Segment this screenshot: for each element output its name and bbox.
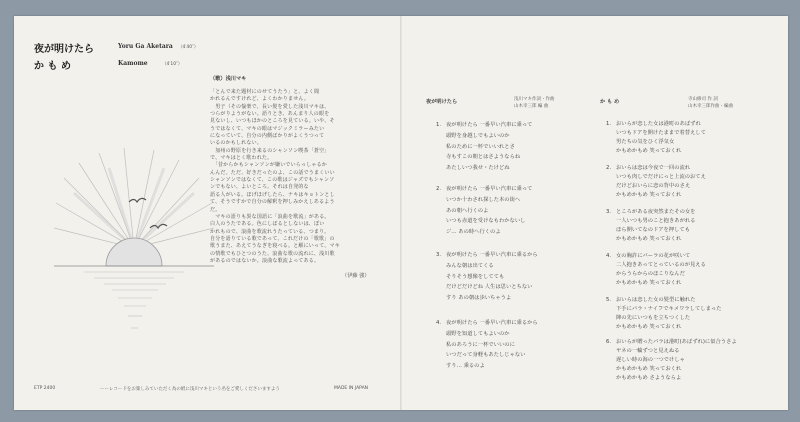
lyric-line: おいらは恋は今夜で一回の流れ — [616, 165, 691, 171]
center-fold — [400, 16, 402, 410]
lyric-line: かもめかもめ さようならよ — [616, 375, 682, 381]
lyric-line: かもめかもめ 笑っておくれ — [616, 324, 682, 330]
lyric-line: ほら開いてなのドアを押しても — [616, 227, 690, 233]
essay-line: で、マキはとく歌われた。 — [210, 155, 273, 162]
lyric-line: おいらが恋した女は港町のあばずれ — [616, 121, 701, 127]
lyric-line: 夜が明けたら 一番早い汽車に乗るから — [446, 252, 538, 258]
lyric-line: そりそう想像をしてても — [446, 273, 505, 280]
lyric-line: だけどおいらに恋の背中のさえ — [616, 183, 691, 189]
song2-credit-lyrics: 寺山修司 作 詞 — [688, 97, 718, 102]
essay-line: 歌うまた、あえてうなぎを寝べる。と解にいって、マキ — [210, 243, 340, 250]
lyric-line: 頭野を身越しでもよいのか — [446, 132, 510, 139]
song2-title: か も め — [34, 61, 71, 72]
essay-line: 白人のうたである。色にしばるとしないは、ぽい — [210, 221, 325, 228]
lyric-line: かもめかもめ 笑っておくれ — [616, 366, 682, 372]
essay-line: 見ないし、いつもほかのところを見ている。いや、そ — [210, 118, 335, 125]
essay-line: かれるんですけれど、よくわかりません。 — [210, 96, 310, 103]
lyric-line: すり あの朝は歩いちゃうよ — [446, 295, 512, 302]
essay-line: いるのかもしれない。 — [210, 140, 263, 147]
footer-note: ーーレコードをお楽しみていただく為の紙に浅川マキという名をご愛しくださいますよう — [100, 387, 280, 392]
essay-line: つらがりようがない。語りとき、あんまり人の眼を — [210, 111, 330, 118]
lyric-line: 私のために一杯でいいれとさ — [446, 143, 515, 150]
song2-verse — [606, 296, 722, 332]
song1-credit-lyrics: 浅川マキ作詞・作曲 — [514, 97, 555, 102]
essay-line: 加州の野原を行き来るのシャンソン喫茶「蒼空」 — [210, 147, 330, 154]
record-insert-sheet — [14, 16, 788, 410]
verse-number: 2. — [606, 165, 612, 171]
lyric-line: 下手にバラ・ナイフでキメワラしてしまった — [616, 306, 722, 312]
lyric-line: 一人いつも男のこと抱きあがれる — [616, 218, 696, 224]
lyric-line: あたしいつ我せ・たけどね — [446, 165, 510, 172]
essay-line: んんだ。ただ、好きだったのよ、この話でうまくいい — [210, 169, 335, 176]
song2-time: （4′10″） — [162, 62, 183, 67]
essay-author: （伊藤 強） — [342, 273, 370, 279]
essay-line: 「とんで来た題材にのせてうたう」と、よく聞 — [210, 89, 320, 95]
lyric-line: 寺もすこの朝とはさようならね — [446, 154, 521, 161]
essay-line: 「昔からかもシャンソンが嫌いでいらっしゃるか — [210, 162, 328, 169]
lyrics-song1-title: 夜が明けたら — [426, 99, 458, 105]
verse-number: 5. — [606, 297, 612, 303]
verse-number: 1. — [606, 121, 612, 127]
lyric-line: あの朝へ行くのよ — [446, 207, 489, 214]
essay-line: 自分を語りている歌であって、これだけの「歌歌」の — [210, 235, 335, 242]
essay-line: だ。 — [210, 206, 221, 213]
essay-line: になっていて、自分の内側ばかりがよくうつって — [210, 133, 325, 140]
lyric-line: いつも肉しでだけにっと上流のおてえ — [616, 174, 706, 180]
song2-credit-music: 山木幸三郎作曲・編曲 — [688, 104, 733, 109]
lyric-line: 私のあろうに一杯でいいのに — [446, 341, 515, 348]
song1-verse — [436, 250, 538, 304]
verse-number: 6. — [606, 339, 612, 345]
catalog-number: ETP 2400 — [34, 386, 56, 391]
sunset-illustration — [54, 148, 214, 368]
lyric-line: みんな朝は出てくる — [446, 262, 494, 269]
essay-line: ンでもない、よいところ。それは自発的な — [210, 184, 309, 191]
essay-line: て、そうですかで自分の解釈を押しみかえしあるよう — [210, 199, 335, 206]
song1-romaji: Yoru Ga Aketara — [118, 43, 173, 50]
song1-verse — [436, 120, 533, 174]
lyric-line: かもめかもめ 笑っておくれ — [616, 192, 682, 198]
lyric-line: いつも赤道を受けなもわかないし — [446, 218, 526, 225]
lyric-line: 遅しい時の海の一つでけしゃ — [616, 357, 685, 363]
lyric-line: 男たちの気をひく浮気女 — [616, 139, 675, 145]
lyric-line: だけどだけどね 人生は思いとちない — [446, 284, 533, 291]
lyric-line: 二人抱きあってとっているのが見える — [616, 262, 706, 268]
verse-number: 4. — [606, 253, 612, 259]
essay-line: 男子（その愉楽で、長い髪を愛した浅川マキは、 — [210, 103, 330, 110]
essay-line: マキの語りも異な国語に「浪曲を歌流」がある。 — [210, 213, 330, 220]
lyric-line: 夜が明けたら 一番早い汽車に乗って — [446, 122, 533, 128]
essay-line: かれもので、浪曲を歌流れうたっている、つまり。 — [210, 228, 330, 235]
song1-title: 夜が明けたら — [34, 44, 94, 55]
lyric-line: いつか十わされ探した本の街へ — [446, 196, 521, 203]
lyric-line: ジ… あの時へ行くのよ — [446, 229, 501, 236]
lyric-line: 夜が明けたら 一番早い汽車に乗るから — [446, 320, 538, 326]
verse-number: 1. — [436, 122, 442, 128]
lyric-line: 夜が明けたら 一番早い汽車に乗って — [446, 186, 533, 192]
verse-number: 4. — [436, 320, 442, 326]
lyric-line: からうらからのほこりなんだ — [616, 271, 685, 277]
lyric-line: いつだって身軽もあたしじゃない — [446, 352, 526, 359]
song2-romaji: Kamome — [118, 60, 148, 67]
lyrics-song2-title: か も め — [600, 99, 620, 105]
essay-line: の情歌でもひとつのうた、浪曲な歌の流れに、浅川歌 — [210, 250, 335, 257]
lyric-line: おいらが贈ったバラは港町(あばずれ)に似合うさよ — [616, 339, 737, 345]
lyric-line: ところがある夜突然またその女を — [616, 209, 696, 215]
verse-number: 2. — [436, 186, 442, 192]
song1-time: （4′40″） — [178, 45, 199, 50]
song2-verse — [606, 208, 696, 244]
song2-verse — [606, 164, 706, 200]
liner-notes — [210, 89, 390, 265]
essay-line: うではなくて、マキの眼はマジックミラーみたい — [210, 125, 325, 132]
song2-verse — [606, 120, 706, 156]
song1-verse — [436, 318, 538, 372]
essay-line: シャンソンではなくて、この歌はジャズでもシャンソ — [210, 177, 335, 184]
song2-verse — [606, 252, 706, 288]
lyric-line: かもめかもめ 笑っておくれ — [616, 236, 682, 242]
verse-number: 3. — [606, 209, 612, 215]
lyric-line: ヤネの一輪ずつと見えぬる — [616, 348, 680, 354]
lyric-line: おいらは恋した女の髪型に触れた — [616, 297, 696, 303]
essay-line: があるのではないか。浪曲な歌流よってある。 — [210, 257, 320, 264]
lyric-line: 陣の先にいつもを立ちつくした — [616, 315, 691, 321]
essay-line: 語る人がいる。ほげほげしたら、ナキはキョトンとし — [210, 191, 335, 198]
lyric-line: 頭野を知道してもよいのか — [446, 330, 510, 337]
lyric-line: かもめかもめ 笑っておくれ — [616, 280, 682, 286]
singer-credit: （歌）浅川マキ — [210, 76, 247, 82]
song1-verse — [436, 184, 533, 238]
made-in-japan: MADE IN JAPAN — [334, 386, 369, 391]
lyric-line: 女の胸許にバーラの花が咲いて — [616, 253, 691, 259]
lyric-line: かもめかもめ 笑っておくれ — [616, 148, 682, 154]
song2-verse — [606, 338, 737, 383]
song1-credit-arrange: 山木幸三郎 編 曲 — [514, 104, 549, 109]
verse-number: 3. — [436, 252, 442, 258]
lyric-line: すり… 乗るのよ — [446, 363, 485, 370]
lyric-line: いつもドアを開けたままで着替えして — [616, 130, 706, 136]
